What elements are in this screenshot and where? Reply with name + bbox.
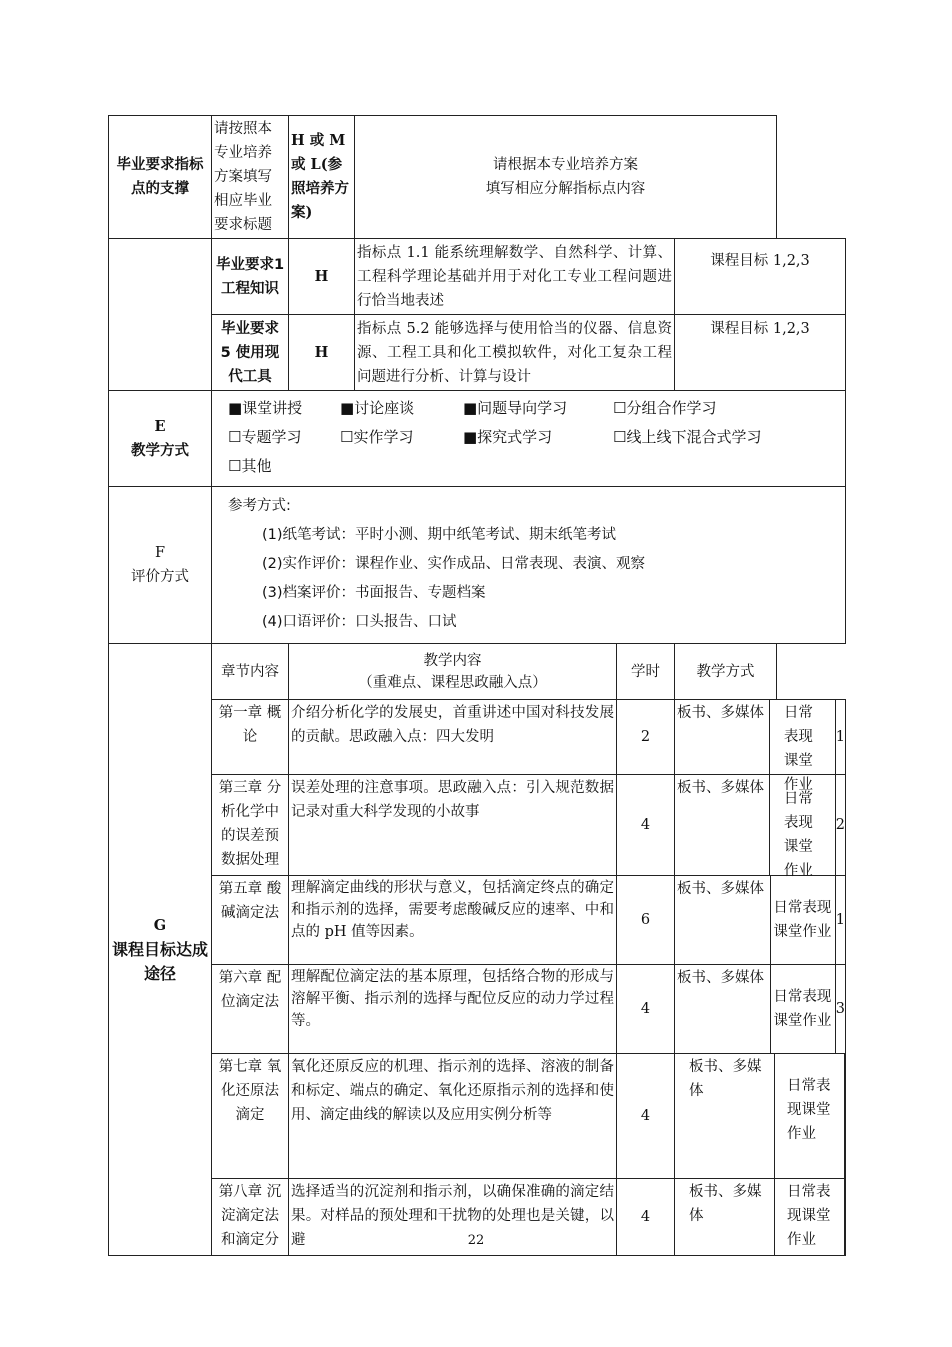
method-item: ■课堂讲授: [228, 399, 303, 417]
section-e-row: [109, 391, 846, 487]
col-header-content: [289, 644, 617, 700]
row-method-eval-goal-inner: [675, 775, 846, 879]
support-header: 毕业要求指标点的支撑: [109, 116, 212, 239]
support-cell-blank: [109, 239, 212, 391]
teaching-methods: [212, 391, 846, 487]
section-f-title: 评价方式: [131, 569, 189, 585]
row-chapter: 第三章 分析化学中的误差预数据处理: [212, 775, 289, 876]
row-goal: 1: [835, 912, 846, 928]
page-number: 22: [467, 1233, 485, 1248]
method-item: ☐专题学习: [228, 428, 302, 446]
methods-row-2: [214, 423, 843, 452]
section-e-letter: E: [154, 417, 166, 435]
row-method: 板书、多媒体: [675, 775, 770, 875]
row-method: 板书、多媒体: [675, 1179, 775, 1255]
row-chapter: 第八章 沉淀滴定法和滴定分: [212, 1179, 289, 1256]
row-content: 选择适当的沉淀剂和指示剂，以确保准确的滴定结果。对样品的预处理和干扰物的处理也是关键，以避: [289, 1179, 617, 1256]
row-method-eval-goal-inner: [675, 700, 846, 793]
requirement-level: H: [289, 315, 355, 391]
method-item: ☐其他: [228, 457, 272, 475]
row-method: 板书、多媒体: [675, 876, 771, 964]
row-method-eval-goal-inner: [675, 876, 845, 964]
requirement-title: 毕业要求 5 使用现代工具: [212, 315, 289, 391]
row-eval: 日常表现课堂作业: [775, 1179, 845, 1255]
table-row: [109, 700, 846, 775]
section-e-title: 教学方式: [131, 442, 189, 459]
indicator-header: [355, 116, 777, 239]
row-goal: 3: [835, 1001, 846, 1017]
evaluation-item: (4)口语评价：口头报告、口试: [262, 614, 457, 630]
row-hours: 2: [617, 700, 675, 775]
row-hours: 4: [617, 1054, 675, 1179]
method-item: ☐实作学习: [340, 428, 414, 446]
row-content: 理解滴定曲线的形状与意义，包括滴定终点的确定和指示剂的选择，需要考虑酸碱反应的速率、中和点的 pH 值等因素。: [289, 876, 617, 965]
col-header-method: 教学方式: [675, 644, 777, 700]
requirement-header-row: [109, 116, 846, 239]
section-e-label: [109, 391, 212, 487]
evaluation-item: (2)实作评价：课程作业、实作成品、日常表现、表演、观察: [262, 556, 646, 572]
row-method-eval-goal-inner: [675, 965, 845, 1053]
requirement-title-header: 请按照本专业培养方案填写相应毕业要求标题: [212, 116, 289, 239]
row-eval: 日常表现课堂作业: [770, 775, 836, 875]
requirement-row: [109, 239, 846, 315]
row-method-eval-goal: [675, 775, 846, 879]
row-hours: 6: [617, 876, 675, 965]
method-item: ☐线上线下混合式学习: [613, 428, 762, 446]
method-item: ■问题导向学习: [463, 399, 568, 417]
row-eval: 日常表现课堂作业: [771, 876, 835, 964]
section-f-row: [109, 487, 846, 644]
row-content: 氧化还原反应的机理、指示剂的选择、溶液的制备和标定、端点的确定、氧化还原指示剂的选择和使用、滴定曲线的解读以及应用实例分析等: [289, 1054, 617, 1179]
methods-row-1: [214, 394, 843, 423]
indicator-header-line1: 请根据本专业培养方案: [493, 157, 638, 173]
requirement-goals: 课程目标 1,2,3: [675, 239, 846, 315]
section-f-letter: F: [154, 545, 166, 561]
requirement-indicator: 指标点 5.2 能够选择与使用恰当的仪器、信息资源、工程工具和化工模拟软件，对化工复杂工程问题进行分析、计算与设计: [355, 315, 675, 391]
row-goal: 1: [835, 729, 846, 745]
requirement-title: 毕业要求1 工程知识: [212, 239, 289, 315]
method-item: ■讨论座谈: [340, 399, 415, 417]
row-hours: 4: [617, 775, 675, 876]
evaluation-item: (3)档案评价：书面报告、专题档案: [262, 585, 486, 601]
row-chapter: 第六章 配位滴定法: [212, 965, 289, 1054]
col-header-chapter: 章节内容: [212, 644, 289, 700]
section-f-label: [109, 487, 212, 644]
row-method-eval-goal: [675, 1054, 846, 1179]
indicator-header-line2: 填写相应分解指标点内容: [485, 181, 646, 197]
level-header: H 或 M 或 L(参照培养方案): [289, 116, 355, 239]
row-method: 板书、多媒体: [675, 700, 770, 774]
requirement-row: [109, 315, 846, 391]
method-item: ☐分组合作学习: [613, 399, 717, 417]
requirement-level: H: [289, 239, 355, 315]
row-hours: 4: [617, 1179, 675, 1256]
evaluation-item: (1)纸笔考试：平时小测、期中纸笔考试、期末纸笔考试: [262, 527, 617, 543]
row-content: 理解配位滴定法的基本原理，包括络合物的形成与溶解平衡、指示剂的选择与配位反应的动力学过程等。: [289, 965, 617, 1054]
row-chapter: 第七章 氧化还原法滴定: [212, 1054, 289, 1179]
table-row: [109, 775, 846, 876]
row-method-eval-goal: [675, 876, 846, 965]
table-row: [109, 1054, 846, 1179]
requirement-indicator: 指标点 1.1 能系统理解数学、自然科学、计算、工程科学理论基础并用于对化工专业工程问题进行恰当地表述: [355, 239, 675, 315]
row-chapter: 第一章 概论: [212, 700, 289, 775]
methods-row-3: [214, 452, 843, 481]
row-method-eval-goal: [675, 965, 846, 1054]
col-header-content-line1: 教学内容: [423, 652, 482, 669]
row-method: 板书、多媒体: [675, 965, 771, 1053]
row-method: 板书、多媒体: [675, 1054, 775, 1178]
table-row: [109, 876, 846, 965]
col-header-hours: 学时: [617, 644, 675, 700]
row-hours: 4: [617, 965, 675, 1054]
method-item: ■探究式学习: [463, 428, 553, 446]
row-method-eval-goal-inner: [675, 1054, 845, 1178]
requirement-goals: 课程目标 1,2,3: [675, 315, 846, 391]
row-method-eval-goal: [675, 700, 846, 793]
section-g-title: 课程目标达成途径: [111, 939, 208, 983]
section-g-letter: G: [153, 916, 167, 934]
col-header-content-line2: （重难点、课程思政融入点）: [358, 674, 547, 691]
evaluation-methods: [212, 487, 846, 644]
syllabus-table: [108, 115, 846, 1256]
row-content: 误差处理的注意事项。思政融入点：引入规范数据记录对重大科学发现的小故事: [289, 775, 617, 876]
section-g-header-row: [109, 644, 846, 700]
row-content: 介绍分析化学的发展史，首重讲述中国对科技发展的贡献。思政融入点：四大发明: [289, 700, 617, 775]
row-eval: 日常表现课堂作业: [775, 1054, 845, 1178]
row-chapter: 第五章 酸碱滴定法: [212, 876, 289, 965]
table-row: [109, 965, 846, 1054]
row-eval: 日常表现课堂作业: [771, 965, 835, 1053]
section-g-label: [109, 644, 212, 1256]
row-goal: 2: [835, 817, 846, 833]
row-eval: 日常表现课堂作业: [770, 700, 836, 774]
evaluation-intro: 参考方式:: [228, 498, 291, 514]
